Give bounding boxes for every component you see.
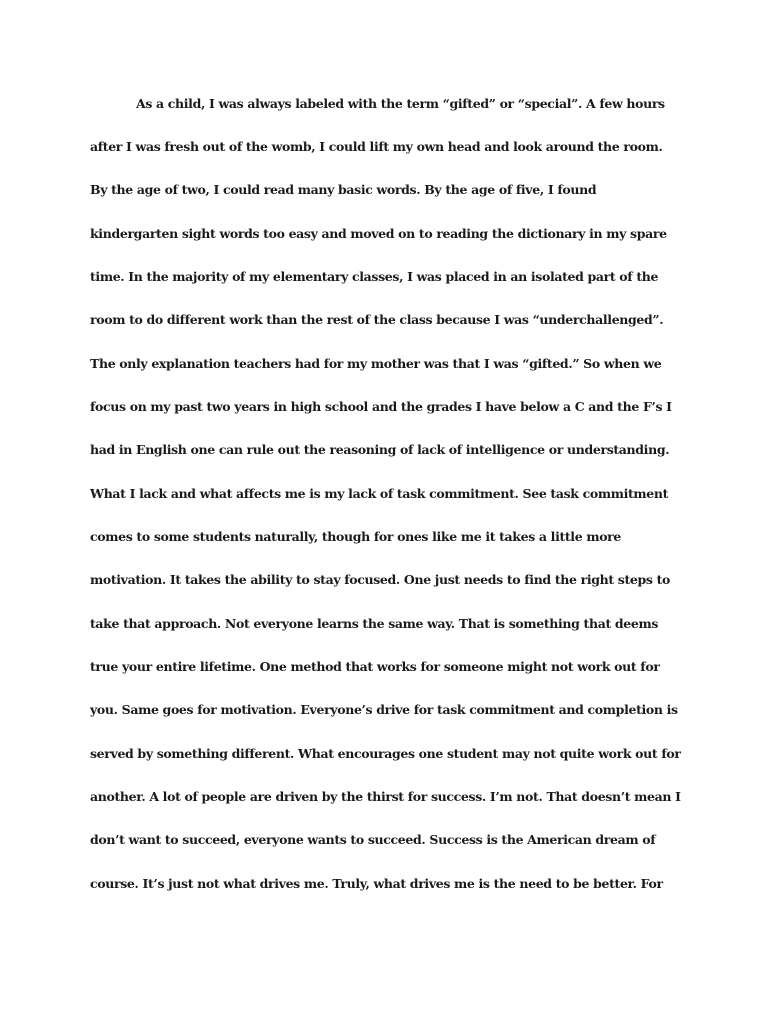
- paragraph-line: kindergarten sight words too easy and moved on to reading the dictionary in my spare: [90, 226, 667, 241]
- paragraph-line: course. It’s just not what drives me. Truly, what drives me is the need to be better. For: [90, 876, 663, 891]
- paragraph-line: time. In the majority of my elementary classes, I was placed in an isolated part of the: [90, 269, 659, 284]
- paragraph-line: What I lack and what affects me is my lack of task commitment. See task commitment: [90, 486, 669, 501]
- paragraph-line: take that approach. Not everyone learns the same way. That is something that deems: [90, 616, 659, 631]
- paragraph-line: As a child, I was always labeled with the term “gifted” or “special”. A few hours: [136, 96, 665, 111]
- paragraph-line: you. Same goes for motivation. Everyone’s drive for task commitment and completion is: [90, 702, 678, 717]
- paragraph-line: By the age of two, I could read many basic words. By the age of five, I found: [90, 182, 597, 197]
- paragraph-line: true your entire lifetime. One method that works for someone might not work out for: [90, 659, 660, 674]
- paragraph-line: The only explanation teachers had for my mother was that I was “gifted.” So when we: [90, 356, 662, 371]
- paragraph-line: had in English one can rule out the reasoning of lack of intelligence or understanding.: [90, 442, 670, 457]
- paragraph-line: another. A lot of people are driven by the thirst for success. I’m not. That doesn’t mean I: [90, 789, 681, 804]
- paragraph-line: room to do different work than the rest of the class because I was “underchallenged”.: [90, 312, 664, 327]
- paragraph-line: don’t want to succeed, everyone wants to succeed. Success is the American dream of: [90, 832, 656, 847]
- paragraph-line: focus on my past two years in high school and the grades I have below a C and the F’s I: [90, 399, 672, 414]
- paragraph-line: served by something different. What encourages one student may not quite work out for: [90, 746, 681, 761]
- paragraph-line: motivation. It takes the ability to stay focused. One just needs to find the right steps to: [90, 572, 670, 587]
- paragraph-line: after I was fresh out of the womb, I could lift my own head and look around the room.: [90, 139, 663, 154]
- paragraph-line: comes to some students naturally, though for ones like me it takes a little more: [90, 529, 622, 544]
